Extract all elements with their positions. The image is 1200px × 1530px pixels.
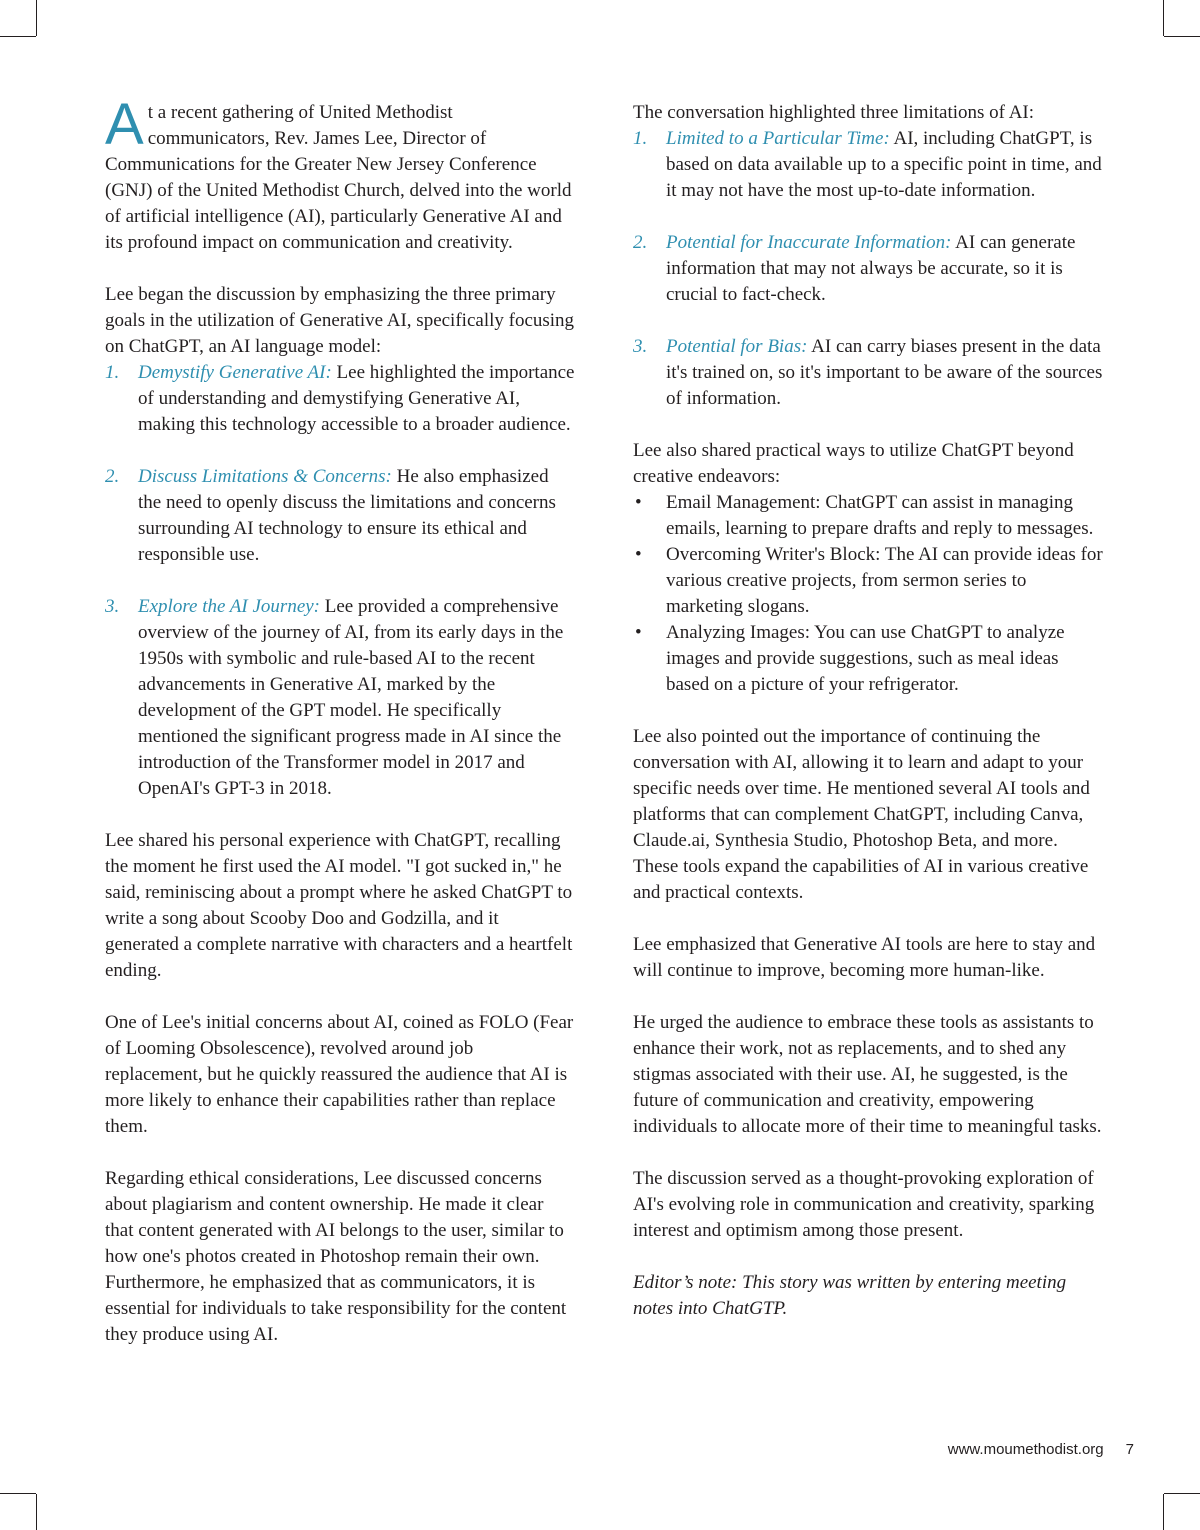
goal-term: Demystify Generative AI: <box>138 362 332 383</box>
left-column <box>105 92 575 1348</box>
crop-mark-top-left-vertical <box>36 0 37 36</box>
use-text: Email Management: ChatGPT can assist in managing emails, learning to prepare drafts and reply to messages. <box>666 492 1094 539</box>
use-item-images <box>633 620 1103 698</box>
goal-number: 2. <box>105 466 120 487</box>
use-text: Overcoming Writer's Block: The AI can provide ideas for various creative projects, from sermon series to marketing slogans. <box>666 544 1103 617</box>
limit-number: 1. <box>633 128 648 149</box>
paragraph-ethics: Regarding ethical considerations, Lee discussed concerns about plagiarism and content ownership. He made it clear that content generated with AI belongs to the user, similar to how one's photos created in Photoshop remain their own. Furthermore, he emphasized that as communicators, it is essential for individuals to take responsibility for the content they produce using AI. <box>105 1168 567 1345</box>
use-item-email <box>633 490 1103 542</box>
crop-mark-bottom-left-vertical <box>36 1494 37 1530</box>
bullet-icon: • <box>635 544 642 565</box>
limit-item-3 <box>633 334 1103 412</box>
limit-term: Potential for Bias: <box>666 336 808 357</box>
goal-term: Explore the AI Journey: <box>138 596 321 617</box>
editor-note: Editor’s note: This story was written by entering meeting notes into ChatGTP. <box>633 1272 1067 1319</box>
limit-text: AI can carry biases present in the data it's trained on, so it's important to be aware of the sources of information. <box>666 336 1103 409</box>
crop-mark-top-right-vertical <box>1163 0 1164 36</box>
intro-paragraph <box>105 92 575 256</box>
limit-number: 3. <box>633 336 648 357</box>
paragraph-here-to-stay: Lee emphasized that Generative AI tools are here to stay and will continue to improve, becoming more human-like. <box>633 934 1096 981</box>
paragraph-folo: One of Lee's initial concerns about AI, coined as FOLO (Fear of Looming Obsolescence), revolved around job replacement, but he quickly reassured the audience that AI is more likely to enhance their capabilities rather than replace them. <box>105 1012 574 1137</box>
goal-text: He also emphasized the need to openly discuss the limitations and concerns surrounding AI technology to ensure its ethical and responsible use. <box>138 466 556 565</box>
goal-number: 3. <box>105 596 120 617</box>
bullet-icon: • <box>635 622 642 643</box>
limit-term: Limited to a Particular Time: <box>666 128 890 149</box>
paragraph-tools: Lee also pointed out the importance of continuing the conversation with AI, allowing it to learn and adapt to your specific needs over time. He mentioned several AI tools and platforms that can complement ChatGPT, including Canva, Claude.ai, Synthesia Studio, Photoshop Beta, and more. These tools expand the capabilities of AI in various creative and practical contexts. <box>633 726 1090 903</box>
paragraph-personal-experience: Lee shared his personal experience with ChatGPT, recalling the moment he first used the AI model. "I got sucked in," he said, reminiscing about a prompt where he asked ChatGPT to write a song about Scooby Doo and Godzilla, and it generated a complete narrative with characters and a heartfelt ending. <box>105 830 573 981</box>
limit-text: AI, including ChatGPT, is based on data available up to a specific point in time, and it may not have the most up-to-date information. <box>666 128 1102 201</box>
drop-cap: A <box>105 92 144 157</box>
limit-term: Potential for Inaccurate Information: <box>666 232 952 253</box>
limit-text: AI can generate information that may not always be accurate, so it is crucial to fact-check. <box>666 232 1076 305</box>
uses-list <box>633 490 1103 698</box>
limit-number: 2. <box>633 232 648 253</box>
crop-mark-top-right-horizontal <box>1164 36 1200 37</box>
page-number: 7 <box>1125 1441 1134 1458</box>
goals-list <box>105 360 575 802</box>
use-text: Analyzing Images: You can use ChatGPT to analyze images and provide suggestions, such as meal ideas based on a picture of your refrigerator. <box>666 622 1065 695</box>
goal-number: 1. <box>105 362 120 383</box>
right-column <box>633 100 1103 1322</box>
goal-text: Lee highlighted the importance of understanding and demystifying Generative AI, making this technology accessible to a broader audience. <box>138 362 575 435</box>
crop-mark-bottom-right-vertical <box>1163 1494 1164 1530</box>
bullet-icon: • <box>635 492 642 513</box>
use-item-writers-block <box>633 542 1103 620</box>
crop-mark-top-left-horizontal <box>0 36 36 37</box>
website-link[interactable]: www.moumethodist.org <box>947 1441 1104 1458</box>
paragraph-conclusion: The discussion served as a thought-provoking exploration of AI's evolving role in communication and creativity, sparking interest and optimism among those present. <box>633 1168 1095 1241</box>
crop-mark-bottom-right-horizontal <box>1164 1493 1200 1494</box>
limit-item-1 <box>633 126 1103 204</box>
goal-item-3 <box>105 594 575 802</box>
goal-text: Lee provided a comprehensive overview of the journey of AI, from its early days in the 1950s with symbolic and rule-based AI to the recent advancements in Generative AI, marked by the development of the GPT model. He specifically mentioned the significant progress made in AI since the introduction of the Transformer model in 2017 and OpenAI's GPT-3 in 2018. <box>138 596 564 799</box>
goal-term: Discuss Limitations & Concerns: <box>138 466 392 487</box>
limit-item-2 <box>633 230 1103 308</box>
uses-intro: Lee also shared practical ways to utilize ChatGPT beyond creative endeavors: <box>633 440 1074 487</box>
crop-mark-bottom-left-horizontal <box>0 1493 36 1494</box>
goal-item-2 <box>105 464 575 568</box>
page-footer <box>948 1441 1134 1458</box>
intro-text: t a recent gathering of United Methodist communicators, Rev. James Lee, Director of Communications for the Greater New Jersey Conference (GNJ) of the United Methodist Church, delved into the world of artificial intelligence (AI), particularly Generative AI and its profound impact on communication and creativity. <box>105 102 572 253</box>
paragraph-embrace: He urged the audience to embrace these tools as assistants to enhance their work, not as replacements, and to shed any stigmas associated with their use. AI, he suggested, is the future of communication and creativity, empowering individuals to allocate more of their time to meaningful tasks. <box>633 1012 1102 1137</box>
goal-item-1 <box>105 360 575 438</box>
goals-intro: Lee began the discussion by emphasizing the three primary goals in the utilization of Generative AI, specifically focusing on ChatGPT, an AI language model: <box>105 284 575 357</box>
limits-intro: The conversation highlighted three limitations of AI: <box>633 102 1035 123</box>
limits-list <box>633 126 1103 412</box>
